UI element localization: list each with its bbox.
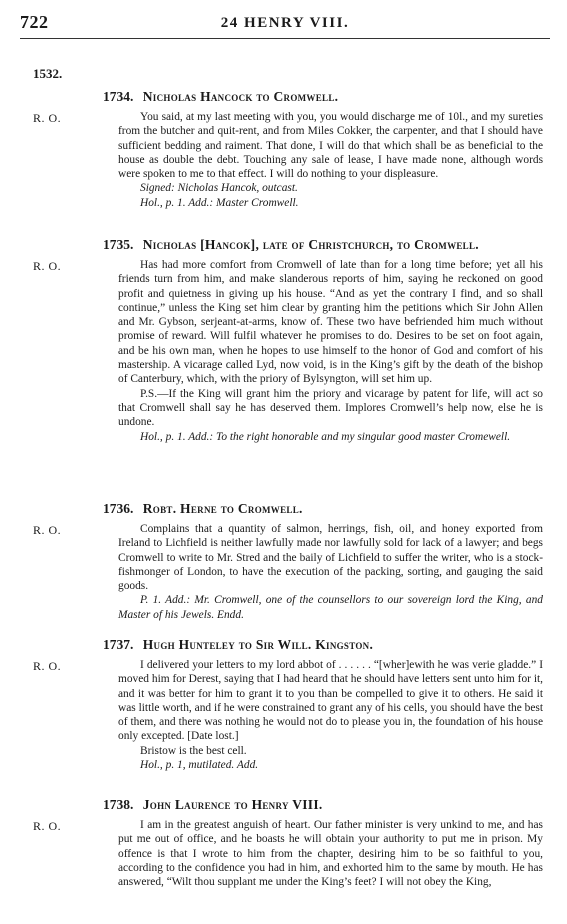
entry-footer: Hol., p. 1. Add.: Master Cromwell. [140, 196, 299, 209]
entry-number: 1737. [103, 637, 134, 652]
entry-footer: Hol., p. 1, mutilated. Add. [140, 759, 259, 772]
entry-number: 1735. [103, 237, 134, 252]
entry-paragraph: Has had more comfort from Cromwell of late than for a long time before; yet all his friends turn from him, and make slanderous reports of him, saying he reckoned on good profit and quietness in giving up his house. “And as yet the contrary I find, and so shall continue,” unless the King set him clear by granting him the petitions which Sir John Allen and Mr. Gybson, serjeant-at-arms, know of. These two have befriended him much without promise of reward. Will fulfil whatever he promises to do. Desires to be set on foot again, and be his own man, when he hopes to use himself to the honor of God and comfort of his mastership. A vicarage called Lyd, now void, is in the King’s gift by the death of the bishop of Canterbury, which, with the priory of Bylsyngton, will set him up. [118, 259, 543, 386]
margin-note: R. O. [33, 819, 62, 833]
entry-number: 1736. [103, 501, 134, 516]
entry-1735 [33, 236, 553, 444]
entry-body [118, 818, 543, 889]
entry-heading [103, 500, 553, 518]
entry-heading [103, 236, 553, 254]
entry-body [118, 658, 543, 772]
entry-body [118, 110, 543, 210]
page-number: 722 [20, 12, 49, 32]
running-head: 24 HENRY VIII. [220, 15, 350, 31]
margin-note: R. O. [33, 523, 62, 537]
entry-footer: Hol., p. 1. Add.: To the right honorable and my singular good master Cromewell. [140, 430, 511, 443]
entry-heading [103, 88, 553, 106]
margin-note: R. O. [33, 111, 62, 125]
entry-title: John Laurence to Henry VIII. [142, 797, 323, 812]
entry-paragraph: P.S.—If the King will grant him the priory and vicarage by patent for life, will act so that Cromwell shall say he has deserved them. Implores Cromwell’s help now, else he is undone. [118, 387, 543, 429]
entry-1736 [33, 500, 553, 622]
margin-note: R. O. [33, 259, 62, 273]
entry-paragraph: Complains that a quantity of salmon, herrings, fish, oil, and honey exported from Ireland to Lichfield is neither lawfully made nor lawfully sold for lack of a lawyer; and begs Cromwell to write to Mr. Stred and the baily of Lichfield to suffer the writer, who is a stock-fishmonger of London, to have the execution of the packing, sorting, and gauging the said goods. [118, 523, 543, 593]
entry-paragraph: I am in the greatest anguish of heart. Our father minister is very unkind to me, and has put me out of office, and he boasts he will obtain your authority to put me in prison. My offence is that I wrote to him from the chapter, desiring him to be so faithful to you, according to the confidence you had in him, and exhorted him to the same by mouth. He has answered, “Wilt thou supplant me under the King’s feet? I will not obey the King, [118, 819, 543, 889]
entry-heading [103, 636, 553, 654]
entry-title: Robt. Herne to Cromwell. [142, 501, 303, 516]
entry-number: 1738. [103, 797, 134, 812]
entry-paragraph: I delivered your letters to my lord abbot of . . . . . . “[wher]ewith he was verie gladde.” I moved him for Derest, saying that I had heard that he should have letters sent unto him for it, and it was better for him to grant it to you than be compelled to give it to others. He said it was little worth, and if he were constrained to grant any of his cells, you should have the best of them, and there was nothing he would not do to please you in, the foundation of his house only excepted. [Date lost.] [118, 659, 543, 743]
entry-paragraph: You said, at my last meeting with you, you would discharge me of 10l., and my sureties from the butcher and quit-rent, and from Miles Cokker, the carpenter, and that I should have sufficient bedding and raiment. That done, I will do that which shall be as beneficial to the house as double the debt. Touching any sale of lease, I have made none, although words were spoken to me to that effect. I will do nothing to your displeasure. [118, 111, 543, 181]
year-label: 1532. [33, 66, 63, 81]
entry-title: Nicholas Hancock to Cromwell. [142, 89, 339, 104]
entry-1737 [33, 636, 553, 772]
entry-signed: Bristow is the best cell. [140, 744, 247, 757]
entry-1738 [33, 796, 553, 889]
page-header [20, 4, 550, 39]
entry-heading [103, 796, 553, 814]
entry-title: Nicholas [Hancok], late of Christchurch, to Cromwell. [142, 237, 479, 252]
entry-body [118, 258, 543, 444]
entry-number: 1734. [103, 89, 134, 104]
entry-body [118, 522, 543, 622]
entry-1734 [33, 88, 553, 210]
entry-title: Hugh Hunteley to Sir Will. Kingston. [142, 637, 374, 652]
entry-footer: P. 1. Add.: Mr. Cromwell, one of the counsellors to our sovereign lord the King, and Master of his Jewels. Endd. [118, 594, 543, 621]
margin-note: R. O. [33, 659, 62, 673]
entry-signed: Signed: Nicholas Hancok, outcast. [140, 182, 298, 195]
